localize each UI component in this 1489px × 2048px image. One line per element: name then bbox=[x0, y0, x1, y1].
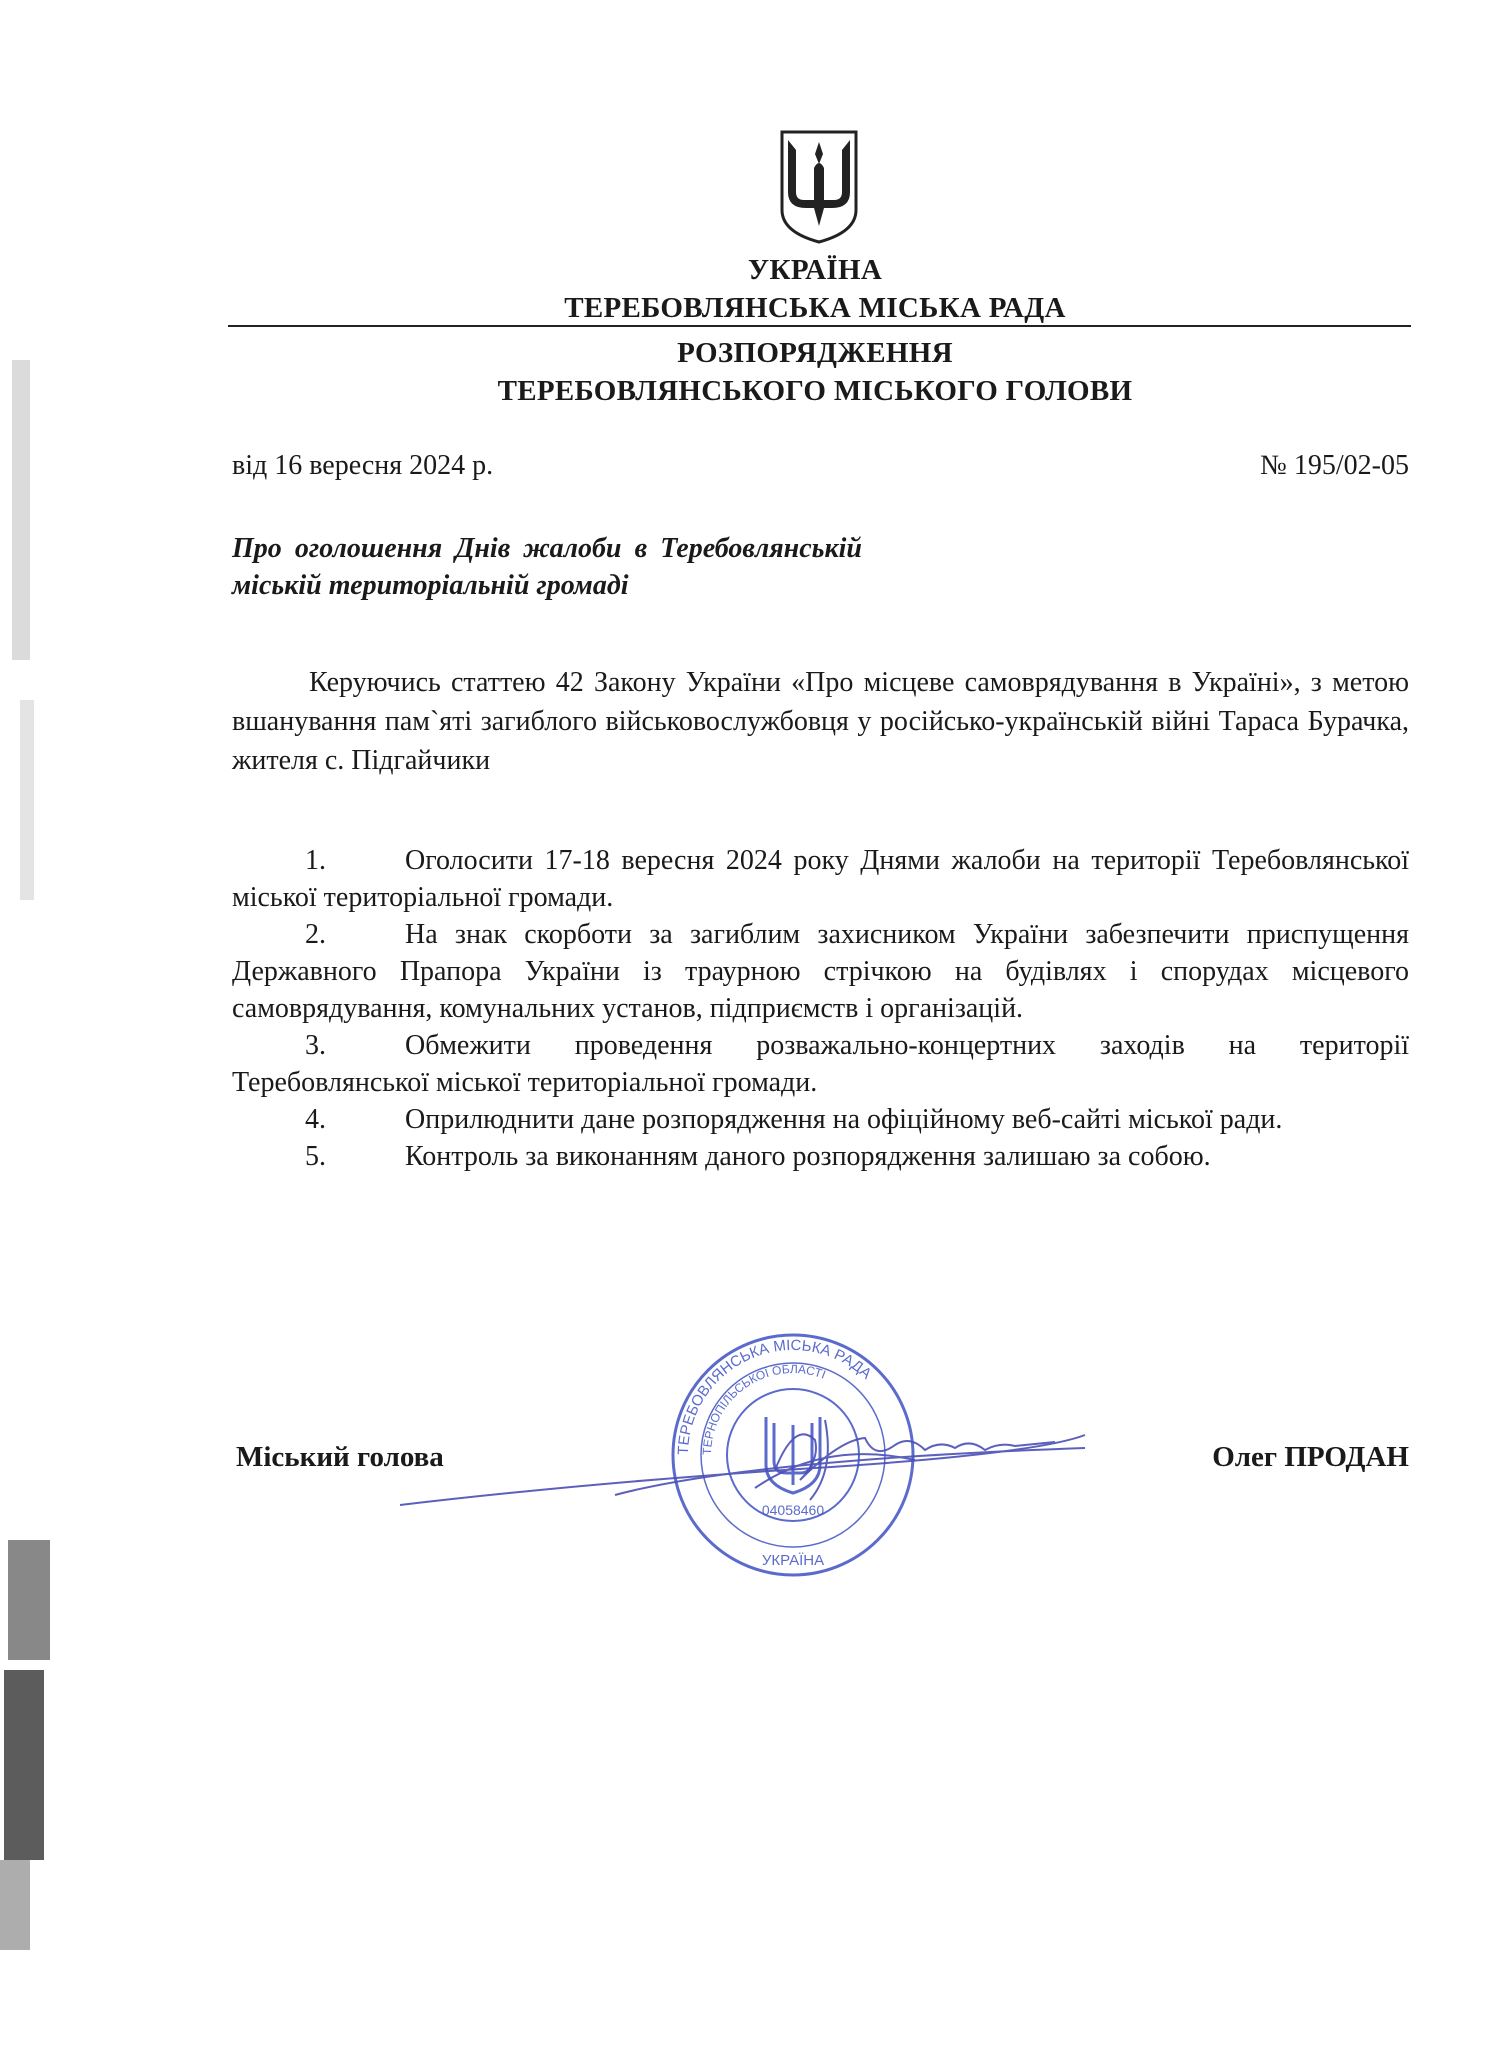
item-text: Оприлюднити дане розпорядження на офіційному веб-сайті міської ради. bbox=[405, 1104, 1283, 1135]
issuer-heading: ТЕРЕБОВЛЯНСЬКОГО МІСЬКОГО ГОЛОВИ bbox=[497, 375, 1133, 407]
document-number: № 195/02-05 bbox=[1260, 450, 1409, 481]
header-divider bbox=[228, 325, 1411, 327]
svg-text:ТЕРЕБОВЛЯНСЬКА МІСЬКА РАДА: ТЕРЕБОВЛЯНСЬКА МІСЬКА РАДА bbox=[674, 1336, 875, 1456]
coat-of-arms-emblem bbox=[778, 128, 860, 246]
council-heading: ТЕРЕБОВЛЯНСЬКА МІСЬКА РАДА bbox=[564, 292, 1066, 324]
handwritten-signature bbox=[395, 1400, 1095, 1530]
document-date: від 16 вересня 2024 р. bbox=[232, 450, 494, 481]
item-text: Контроль за виконанням даного розпорядження залишаю за собою. bbox=[405, 1141, 1211, 1172]
svg-text:ТЕРНОПІЛЬСЬКОЇ ОБЛАСТІ: ТЕРНОПІЛЬСЬКОЇ ОБЛАСТІ bbox=[699, 1361, 828, 1456]
item-number: 5. bbox=[305, 1141, 326, 1172]
item-text: Обмежити проведення розважально-концертних заходів на території Теребовлянської міської територіальної громади. bbox=[232, 1030, 1409, 1098]
svg-text:УКРАЇНА: УКРАЇНА bbox=[761, 1552, 825, 1569]
scan-edge-artifact bbox=[0, 0, 70, 2048]
list-item bbox=[232, 1027, 1409, 1101]
list-item bbox=[232, 916, 1409, 1027]
country-heading: УКРАЇНА bbox=[747, 254, 883, 286]
item-number: 1. bbox=[305, 845, 326, 876]
document-type-heading: РОЗПОРЯДЖЕННЯ bbox=[677, 337, 953, 369]
list-item bbox=[232, 842, 1409, 916]
list-item bbox=[232, 1138, 1409, 1175]
signatory-position: Міський голова bbox=[236, 1441, 444, 1473]
item-text: Оголосити 17-18 вересня 2024 року Днями жалоби на території Теребовлянської міської територіальної громади. bbox=[232, 845, 1409, 913]
item-text: На знак скорботи за загиблим захисником України забезпечити приспущення Державного Прапора України із траурною стрічкою на будівлях і спорудах місцевого самоврядування, комунальних установ, підприємств і організацій. bbox=[232, 919, 1409, 1024]
item-number: 4. bbox=[305, 1104, 326, 1135]
item-number: 2. bbox=[305, 919, 326, 950]
document-subject: Про оголошення Днів жалоби в Теребовлянській міській територіальній громаді bbox=[232, 533, 862, 601]
order-items-list bbox=[232, 842, 1409, 1175]
svg-text:04058460: 04058460 bbox=[761, 1502, 825, 1518]
signatory-name: Олег ПРОДАН bbox=[1212, 1441, 1409, 1473]
preamble-paragraph: Керуючись статтею 42 Закону України «Про місцеве самоврядування в Україні», з метою вшанування пам`яті загиблого військовослужбовця у російсько-українській війні Тараса Бурачка, жителя с. Підгайчики bbox=[232, 667, 1409, 776]
list-item bbox=[232, 1101, 1409, 1138]
item-number: 3. bbox=[305, 1030, 326, 1061]
